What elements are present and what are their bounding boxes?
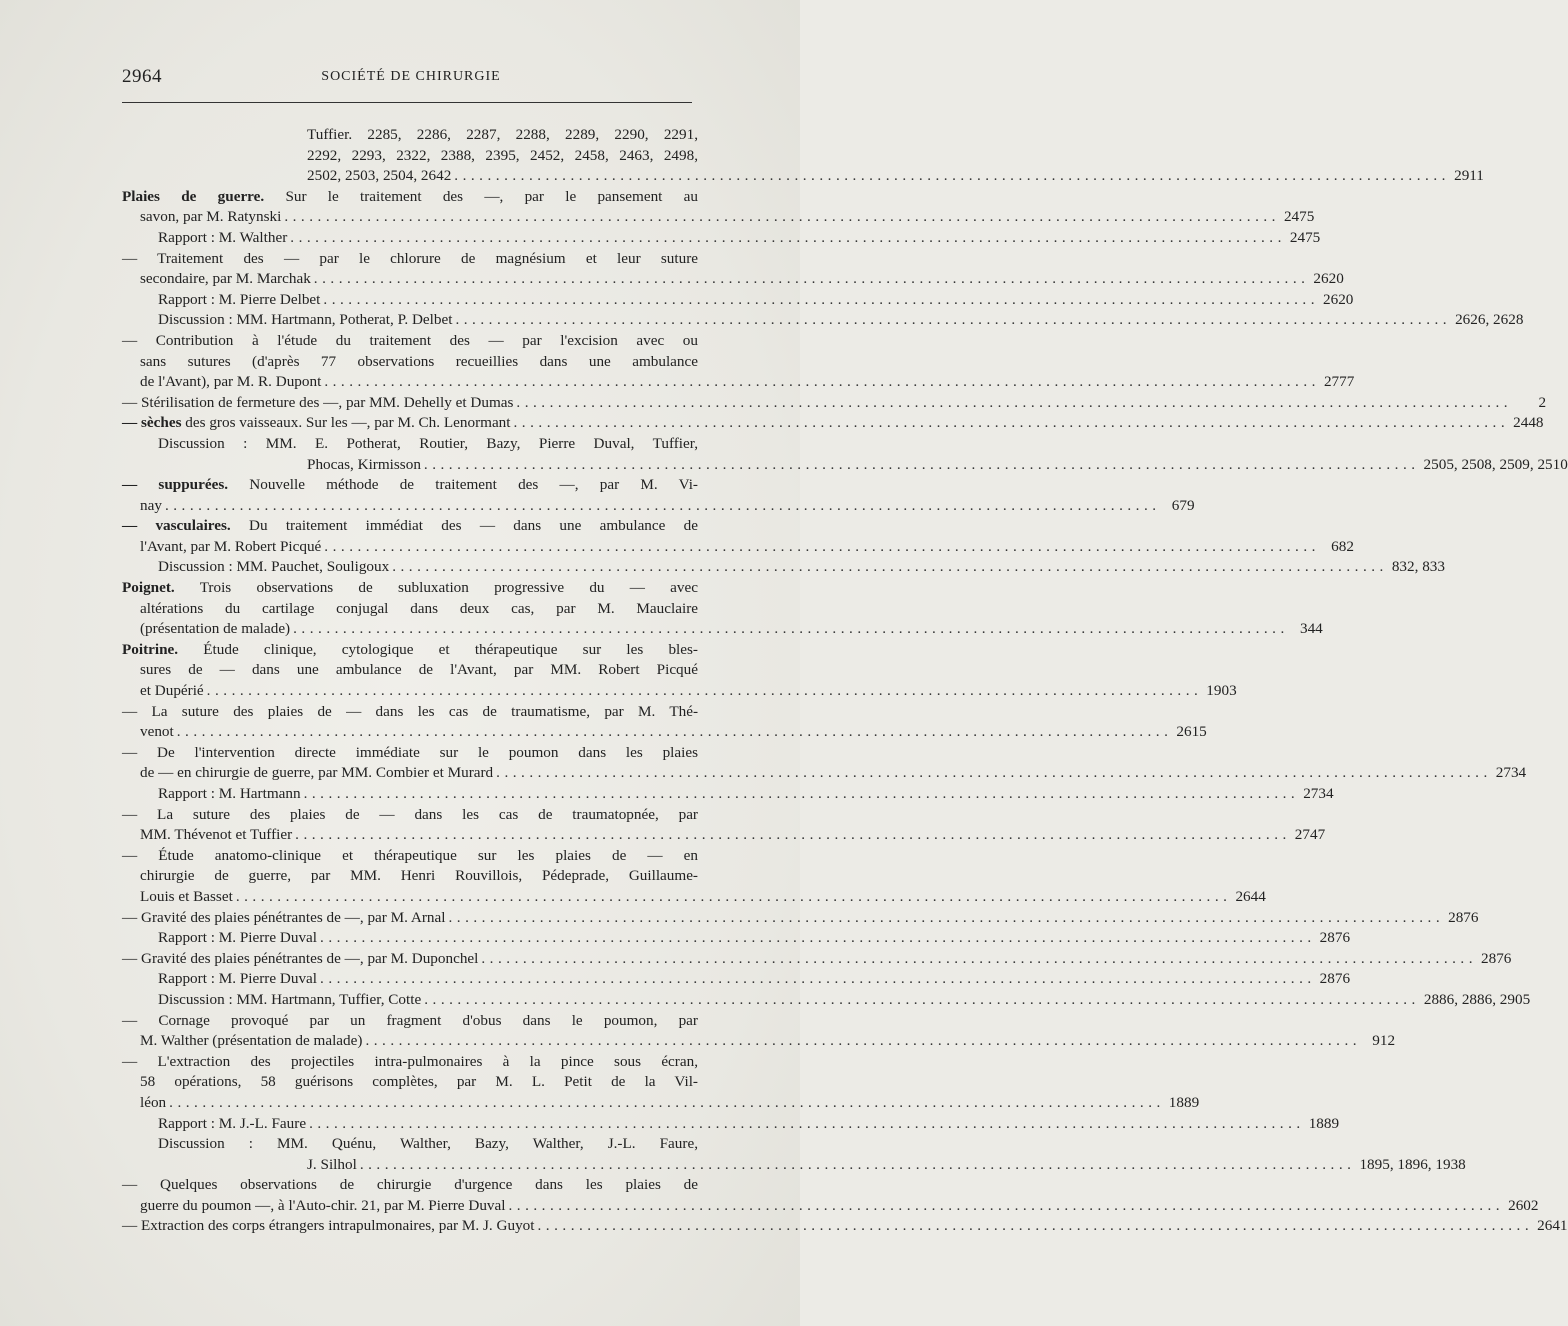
entry-text: [140, 681, 204, 702]
entry-body: l'Avant, par M. Robert Picqué: [140, 537, 322, 555]
page-reference: 2876: [1319, 929, 1351, 947]
entry-text: [122, 1216, 535, 1237]
index-line: [122, 331, 698, 352]
entry-text: [307, 1155, 357, 1176]
index-line: [122, 825, 1326, 846]
entry-text: [122, 1175, 698, 1196]
page-reference: 1889: [1308, 1114, 1340, 1132]
entry-text: [140, 537, 321, 558]
entry-body: — Contribution à l'étude du traitement des — par l'excision avec ou: [122, 331, 698, 349]
leader-dots: ........................................................................................................................: [323, 290, 1320, 308]
page-reference: 1895, 1896, 1938: [1359, 1155, 1466, 1173]
page-reference: 2: [1538, 393, 1547, 411]
leader-dots: ........................................................................................................................: [320, 970, 1316, 988]
entry-text: [122, 1011, 698, 1032]
entry-body: Tuffier. 2285, 2286, 2287, 2288, 2289, 2290, 2291,: [307, 126, 698, 143]
index-line: [122, 249, 698, 270]
entry-body: — Stérilisation de fermeture des —, par MM. Dehelly et Dumas: [122, 393, 514, 411]
page-reference: 2475: [1289, 228, 1321, 246]
index-line: [122, 763, 1527, 784]
index-line: [122, 1011, 698, 1032]
leader-dots: ........................................................................................................................: [423, 455, 1420, 473]
page-reference: 2626, 2628: [1455, 311, 1524, 329]
leader-dots: ........................................................................................................................: [164, 496, 1161, 514]
entry-body: Louis et Basset: [140, 887, 233, 905]
entry-heading: — vasculaires.: [122, 517, 231, 535]
page-reference: 1889: [1168, 1093, 1200, 1111]
entry-heading: Poignet.: [122, 579, 175, 597]
index-line: [122, 269, 1344, 290]
index-line: [122, 290, 1354, 311]
entry-body: — Traitement des — par le chlorure de magnésium et leur suture: [122, 249, 698, 267]
entry-text: [307, 125, 698, 146]
entry-text: [122, 805, 698, 826]
entry-body: Rapport : M. Hartmann: [158, 785, 301, 802]
entry-text: [140, 1031, 362, 1052]
entry-body: 2502, 2503, 2504, 2642: [307, 167, 452, 185]
index-line: [122, 393, 1547, 414]
index-line: [122, 1114, 1340, 1135]
leader-dots: ........................................................................................................................: [176, 723, 1173, 741]
leader-dots: ........................................................................................................................: [295, 826, 1291, 844]
entry-text: [122, 331, 698, 352]
page-reference: 1903: [1206, 682, 1237, 700]
page-reference: 2734: [1303, 785, 1334, 802]
entry-body: chirurgie de guerre, par MM. Henri Rouvillois, Pédeprade, Guillaume-: [140, 867, 698, 885]
index-line: [122, 496, 1195, 517]
index-line: [122, 990, 1531, 1011]
leader-dots: ........................................................................................................................: [537, 1217, 1534, 1235]
entry-text: [122, 908, 445, 929]
entry-body: 2292, 2293, 2322, 2388, 2395, 2452, 2458, 2463, 2498,: [307, 146, 698, 164]
entry-text: [158, 928, 317, 949]
entry-body: Rapport : M. Pierre Duval: [158, 970, 318, 988]
leader-dots: ........................................................................................................................: [513, 414, 1510, 432]
entry-body: Sur le traitement des —, par le pansement au: [264, 187, 698, 205]
leader-dots: ........................................................................................................................: [359, 1155, 1356, 1173]
entry-body: Discussion : MM. Hartmann, Potherat, P. Delbet: [158, 311, 453, 329]
entry-text: [140, 496, 162, 517]
entry-text: [122, 702, 698, 723]
index-line: [122, 784, 1334, 805]
index-line: [122, 125, 698, 146]
entry-text: [307, 455, 421, 476]
page-reference: 679: [1171, 496, 1195, 514]
entry-body: Phocas, Kirmisson: [307, 455, 421, 473]
entry-text: [140, 269, 311, 290]
index-line: [122, 619, 1323, 640]
entry-text: [122, 475, 698, 496]
index-line: [122, 516, 698, 537]
entry-text: [140, 887, 233, 908]
leader-dots: ........................................................................................................................: [454, 167, 1450, 185]
index-line: [122, 187, 698, 208]
entry-body: 58 opérations, 58 guérisons complètes, par M. L. Petit de la Vil-: [140, 1073, 698, 1091]
entry-body: altérations du cartilage conjugal dans deux cas, par M. Mauclaire: [140, 599, 698, 617]
index-line: [122, 887, 1266, 908]
entry-text: [122, 413, 511, 434]
page-reference: 2876: [1319, 970, 1351, 988]
entry-text: [122, 578, 698, 599]
leader-dots: ........................................................................................................................: [392, 558, 1388, 576]
entry-body: — La suture des plaies de — dans les cas de traumatopnée, par: [122, 805, 698, 823]
index-line: [122, 578, 698, 599]
leader-dots: ........................................................................................................................: [455, 311, 1452, 329]
entry-body: Rapport : M. Pierre Delbet: [158, 290, 321, 308]
entry-body: Discussion : MM. Quénu, Walther, Bazy, Walther, J.-L. Faure,: [158, 1135, 698, 1153]
entry-body: Discussion : MM. Hartmann, Tuffier, Cotte: [158, 990, 422, 1008]
index-line: [122, 640, 698, 661]
entry-text: [158, 310, 452, 331]
entry-body: sures de — dans une ambulance de l'Avant, par MM. Robert Picqué: [140, 661, 698, 679]
page-reference: 2911: [1454, 167, 1484, 185]
entry-text: [158, 784, 301, 805]
entry-body: secondaire, par M. Marchak: [140, 270, 311, 288]
leader-dots: ........................................................................................................................: [320, 929, 1316, 947]
index-line: [122, 846, 698, 867]
entry-body: Étude clinique, cytologique et thérapeutique sur les bles-: [178, 640, 698, 658]
index-line: [122, 310, 1524, 331]
leader-dots: ........................................................................................................................: [365, 1032, 1362, 1050]
page-reference: 2886, 2886, 2905: [1423, 990, 1531, 1008]
entry-body: — Étude anatomo-clinique et thérapeutique sur les plaies de — en: [122, 846, 698, 864]
page-reference: 912: [1372, 1032, 1396, 1050]
index-line: [122, 702, 698, 723]
entry-body: de — en chirurgie de guerre, par MM. Combier et Murard: [140, 764, 494, 782]
index-line: [122, 413, 1544, 434]
entry-text: [140, 599, 698, 620]
entry-text: [307, 146, 698, 167]
entry-body: sans sutures (d'après 77 observations recueillies dans une ambulance: [140, 352, 698, 370]
index-line: [122, 743, 698, 764]
entry-body: Rapport : M. Walther: [158, 228, 288, 246]
entry-body: MM. Thévenot et Tuffier: [140, 826, 293, 844]
page-reference: 2641: [1537, 1217, 1568, 1235]
leader-dots: ........................................................................................................................: [481, 949, 1477, 967]
leader-dots: ........................................................................................................................: [516, 393, 1513, 411]
page-reference: 2777: [1323, 373, 1355, 391]
entry-body: — L'extraction des projectiles intra-pulmonaires à la pince sous écran,: [122, 1052, 698, 1070]
index-line: [122, 557, 1445, 578]
leader-dots: ........................................................................................................................: [496, 764, 1492, 782]
index-line: [122, 475, 698, 496]
index-line: [122, 1072, 698, 1093]
index-line: [122, 1216, 1568, 1237]
entry-text: [140, 660, 698, 681]
header-rule: [122, 102, 692, 103]
entry-text: [122, 743, 698, 764]
index-line: [122, 949, 1512, 970]
entry-text: [140, 1072, 698, 1093]
page-reference: 2602: [1508, 1196, 1539, 1214]
entry-body: — Gravité des plaies pénétrantes de —, par M. Arnal: [122, 908, 446, 926]
index-line: [122, 434, 698, 455]
index-line: [122, 969, 1351, 990]
entry-text: [158, 290, 320, 311]
page-reference: 682: [1331, 537, 1354, 555]
entry-body: des gros vaisseaux. Sur les —, par M. Ch. Lenormant: [181, 414, 511, 432]
entry-body: Du traitement immédiat des — dans une ambulance de: [230, 517, 698, 535]
entry-text: [140, 1093, 166, 1114]
entry-text: [158, 969, 317, 990]
entry-body: de l'Avant), par M. R. Dupont: [140, 373, 322, 391]
entry-text: [140, 763, 493, 784]
index-line: [122, 1134, 698, 1155]
entry-body: Nouvelle méthode de traitement des —, par M. Vi-: [228, 476, 698, 494]
entry-body: (présentation de malade): [140, 620, 291, 638]
leader-dots: ........................................................................................................................: [309, 1114, 1305, 1132]
entry-body: — Extraction des corps étrangers intrapulmonaires, par M. J. Guyot: [122, 1217, 535, 1235]
entry-body: Discussion : MM. E. Potherat, Routier, Bazy, Pierre Duval, Tuffier,: [158, 434, 698, 452]
entry-text: [122, 846, 698, 867]
leader-dots: ........................................................................................................................: [303, 785, 1300, 802]
entry-body: — Quelques observations de chirurgie d'urgence dans les plaies de: [122, 1176, 698, 1194]
page-reference: 2876: [1481, 949, 1512, 967]
leader-dots: ........................................................................................................................: [448, 908, 1445, 926]
index-line: [122, 372, 1355, 393]
entry-text: [158, 990, 421, 1011]
entry-body: Rapport : M. J.-L. Faure: [158, 1114, 307, 1132]
index-line: [122, 1175, 698, 1196]
entry-text: [307, 166, 451, 187]
entry-body: et Dupérié: [140, 682, 204, 700]
index-line: [122, 146, 698, 167]
leader-dots: ........................................................................................................................: [284, 208, 1280, 226]
entry-text: [140, 352, 698, 373]
page-reference: 2475: [1283, 208, 1315, 226]
entry-text: [122, 393, 513, 414]
index-line: [122, 866, 698, 887]
page-reference: 832, 833: [1391, 558, 1445, 576]
index-line: [122, 455, 1568, 476]
entry-text: [122, 640, 698, 661]
page-reference: 2620: [1323, 290, 1354, 308]
entry-text: [122, 949, 478, 970]
index-line: [122, 681, 1237, 702]
index-line: [122, 228, 1321, 249]
entry-heading: — sèches: [122, 414, 182, 432]
page-reference: 2876: [1448, 908, 1479, 926]
entry-body: M. Walther (présentation de malade): [140, 1032, 363, 1050]
leader-dots: ........................................................................................................................: [206, 682, 1203, 700]
entry-heading: — suppurées.: [122, 476, 229, 494]
index-line: [122, 1196, 1539, 1217]
page-reference: 2747: [1294, 826, 1326, 844]
leader-dots: ........................................................................................................................: [235, 887, 1232, 905]
entry-heading: Plaies de guerre.: [122, 187, 265, 205]
entry-body: — Cornage provoqué par un fragment d'obus dans le poumon, par: [122, 1011, 698, 1029]
entry-text: [140, 825, 292, 846]
page-header: [122, 66, 700, 90]
index-line: [122, 908, 1479, 929]
entry-text: [140, 619, 290, 640]
page-reference: 2505, 2508, 2509, 2510: [1423, 455, 1568, 473]
leader-dots: ........................................................................................................................: [313, 270, 1310, 288]
leader-dots: ........................................................................................................................: [324, 373, 1320, 391]
entry-body: Trois observations de subluxation progressive du — avec: [174, 579, 698, 597]
entry-body: Rapport : M. Pierre Duval: [158, 929, 318, 947]
entry-body: Discussion : MM. Pauchet, Souligoux: [158, 558, 390, 576]
entry-text: [158, 557, 389, 578]
index-line: [122, 1031, 1396, 1052]
index-entries: [122, 125, 1568, 1237]
entry-text: [158, 1114, 306, 1135]
index-line: [122, 1093, 1200, 1114]
entry-text: [122, 187, 698, 208]
leader-dots: ........................................................................................................................: [293, 620, 1289, 638]
entry-body: léon: [140, 1093, 167, 1111]
index-line: [122, 352, 698, 373]
entry-body: — De l'intervention directe immédiate sur le poumon dans les plaies: [122, 743, 698, 761]
entry-body: — La suture des plaies de — dans les cas de traumatisme, par M. Thé-: [122, 702, 698, 720]
entry-body: savon, par M. Ratynski: [140, 208, 282, 226]
entry-body: nay: [140, 496, 162, 514]
page-reference: 2734: [1495, 764, 1527, 782]
entry-text: [158, 228, 287, 249]
index-line: [122, 599, 698, 620]
index-line: [122, 805, 698, 826]
entry-text: [122, 1052, 698, 1073]
entry-text: [158, 434, 698, 455]
index-line: [122, 928, 1351, 949]
leader-dots: ........................................................................................................................: [290, 228, 1286, 246]
index-line: [122, 660, 698, 681]
leader-dots: ........................................................................................................................: [169, 1093, 1165, 1111]
index-line: [122, 537, 1354, 558]
index-line: [122, 722, 1207, 743]
entry-text: [140, 372, 321, 393]
entry-text: [140, 866, 698, 887]
page-reference: 2448: [1513, 414, 1544, 432]
page-reference: 2615: [1176, 723, 1207, 741]
running-title: SOCIÉTÉ DE CHIRURGIE: [321, 69, 501, 84]
page-reference: 344: [1299, 620, 1323, 638]
leader-dots: ........................................................................................................................: [508, 1196, 1505, 1214]
entry-body: venot: [140, 723, 174, 741]
entry-text: [140, 1196, 505, 1217]
entry-text: [140, 207, 281, 228]
index-line: [122, 207, 1315, 228]
entry-body: guerre du poumon —, à l'Auto-chir. 21, par M. Pierre Duval: [140, 1196, 506, 1214]
entry-heading: Poitrine.: [122, 640, 179, 658]
index-line: [122, 1052, 698, 1073]
entry-text: [122, 516, 698, 537]
entry-text: [140, 722, 174, 743]
index-line: [122, 1155, 1466, 1176]
index-line: [122, 166, 1484, 187]
leader-dots: ........................................................................................................................: [424, 990, 1420, 1008]
entry-body: — Gravité des plaies pénétrantes de —, par M. Duponchel: [122, 949, 479, 967]
page-reference: 2620: [1313, 270, 1344, 288]
page-number: 2964: [122, 66, 162, 87]
page-reference: 2644: [1235, 887, 1266, 905]
entry-body: J. Silhol: [307, 1155, 357, 1173]
entry-text: [158, 1134, 698, 1155]
leader-dots: ........................................................................................................................: [324, 537, 1320, 555]
entry-text: [122, 249, 698, 270]
